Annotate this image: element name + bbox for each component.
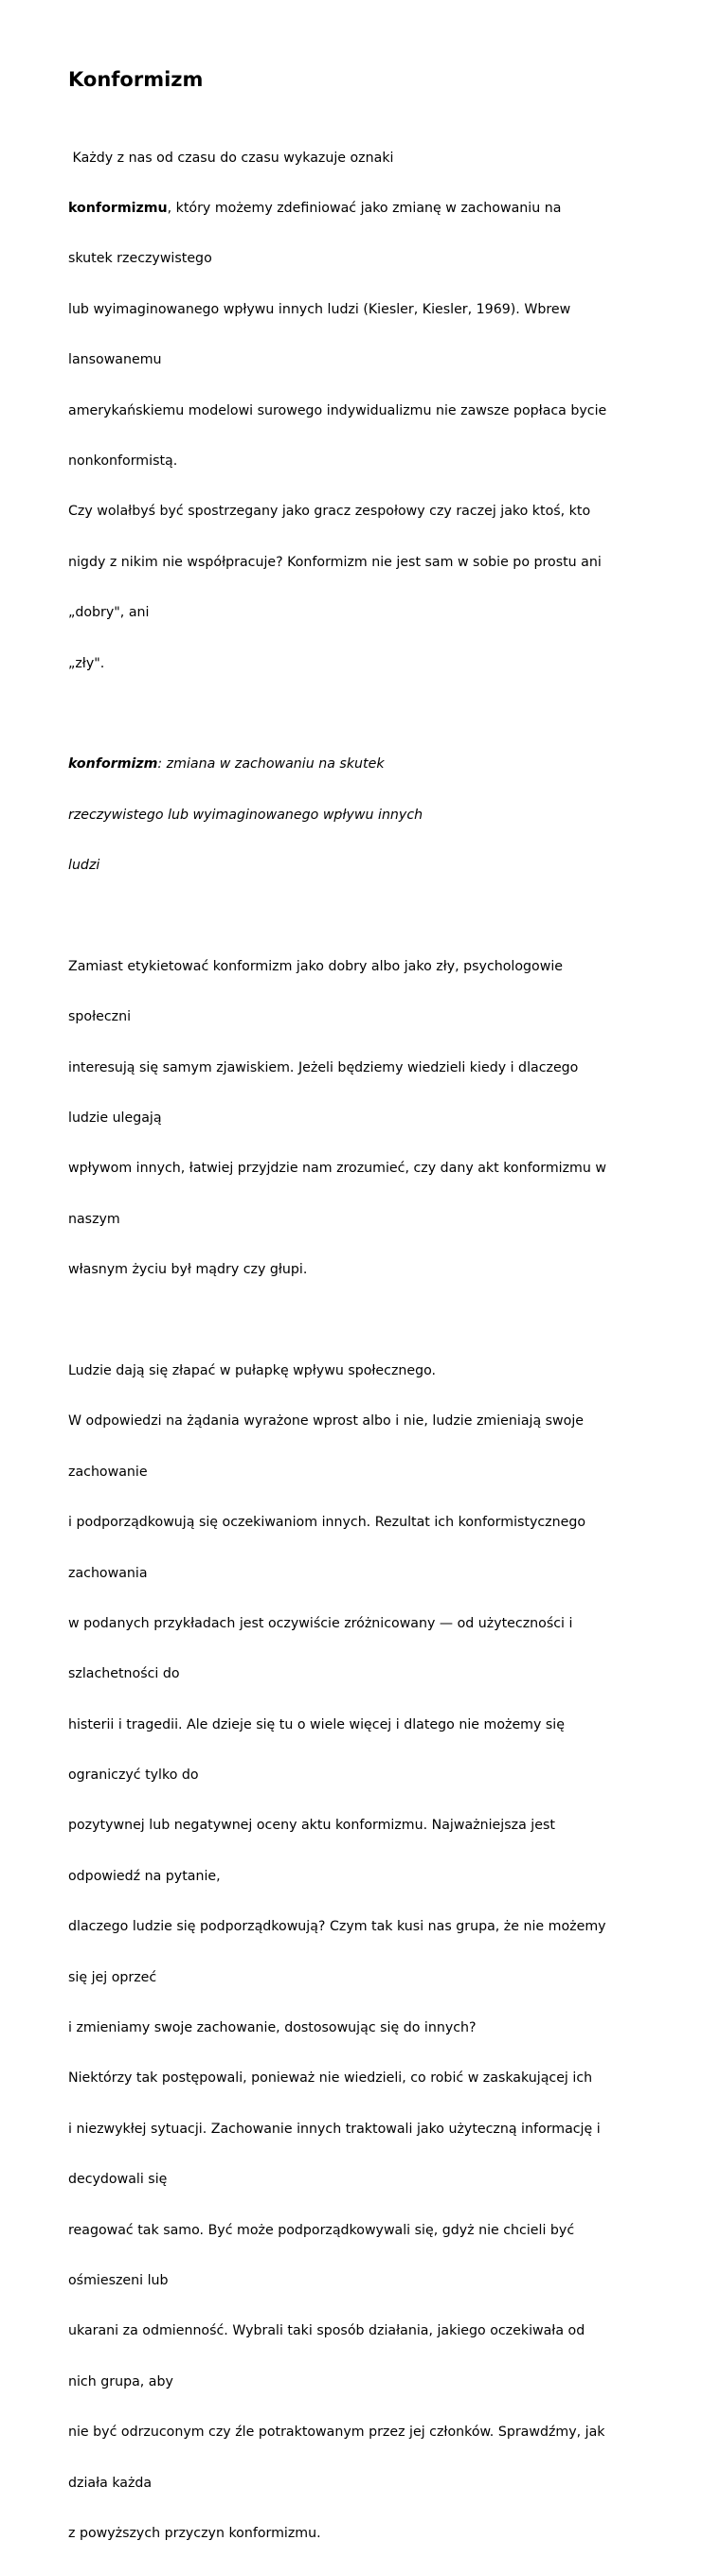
- text-line: i zmieniamy swoje zachowanie, dostosowując się do innych?: [68, 2020, 477, 2036]
- text-line: nie być odrzuconym czy źle potraktowanym przez jej członków. Sprawdźmy, jak: [68, 2425, 605, 2441]
- definition-term: konformizm: [68, 756, 158, 773]
- text-line: zachowania: [68, 1565, 148, 1581]
- paragraph-2: [68, 925, 656, 1312]
- text-line: Każdy z nas od czasu do czasu wykazuje oznaki: [68, 150, 394, 166]
- text-line: W odpowiedzi na żądania wyrażone wprost albo i nie, ludzie zmieniają swoje: [68, 1413, 585, 1430]
- text-line: ludzie ulegają: [68, 1110, 162, 1127]
- text-line: ukarani za odmienność. Wybrali taki sposób działania, jakiego oczekiwała od: [68, 2323, 585, 2339]
- text-line: interesują się samym zjawiskiem. Jeżeli będziemy wiedzieli kiedy i dlaczego: [68, 1059, 579, 1075]
- text-line: się jej oprzeć: [68, 1969, 157, 1985]
- bold-term: konformizmu: [68, 200, 168, 216]
- text-line: dlaczego ludzie się podporządkowują? Czym tak kusi nas grupa, że nie możemy: [68, 1919, 606, 1935]
- text-line: nonkonformistą.: [68, 453, 178, 469]
- document-page: [68, 66, 656, 2576]
- text-line: ograniczyć tylko do: [68, 1768, 199, 1784]
- text-line: nich grupa, aby: [68, 2373, 173, 2389]
- text-line: skutek rzeczywistego: [68, 251, 212, 267]
- text-line: własnym życiu był mądry czy głupi.: [68, 1262, 308, 1278]
- text-line: nigdy z nikim nie współpracuje? Konformizm nie jest sam w sobie po prostu ani: [68, 554, 602, 570]
- text-line: Czy wolałbyś być spostrzegany jako gracz zespołowy czy raczej jako ktoś, kto: [68, 504, 591, 520]
- text-line: pozytywnej lub negatywnej oceny aktu konformizmu. Najważniejsza jest: [68, 1818, 555, 1834]
- definition-text: : zmiana w zachowaniu na skutek: [157, 756, 385, 773]
- text-line: szlachetności do: [68, 1666, 180, 1682]
- text-line: „zły".: [68, 655, 105, 671]
- text-line: ośmieszeni lub: [68, 2273, 169, 2288]
- text-line: społeczni: [68, 1009, 132, 1025]
- text-line: Ludzie dają się złapać w pułapkę wpływu społecznego.: [68, 1362, 437, 1378]
- text-line: w podanych przykładach jest oczywiście zróżnicowany — od użyteczności i: [68, 1615, 573, 1631]
- text-line: „dobry", ani: [68, 605, 150, 621]
- definition-line: ludzi: [68, 858, 100, 874]
- definition-line: rzeczywistego lub wyimaginowanego wpływu innych: [68, 807, 423, 823]
- text-line: [68, 201, 656, 218]
- text-line: Zamiast etykietować konformizm jako dobry albo jako zły, psychologowie: [68, 958, 564, 974]
- text-line: amerykańskiemu modelowi surowego indywidualizmu nie zawsze popłaca bycie: [68, 402, 607, 418]
- text-line: histerii i tragedii. Ale dzieje się tu o wiele więcej i dlatego nie możemy się: [68, 1716, 565, 1732]
- intro-paragraph: [68, 116, 656, 706]
- text-run: , który możemy zdefiniować jako zmianę w zachowaniu na: [167, 200, 562, 216]
- paragraph-spacer: [68, 908, 656, 925]
- text-line: i niezwykłej sytuacji. Zachowanie innych traktowali jako użyteczną informację i: [68, 2121, 601, 2137]
- definition-box: [68, 723, 656, 909]
- text-line: naszym: [68, 1211, 120, 1227]
- text-line: zachowanie: [68, 1464, 148, 1480]
- text-line: wpływom innych, łatwiej przyjdzie nam zrozumieć, czy dany akt konformizmu w: [68, 1161, 606, 1177]
- text-line: działa każda: [68, 2475, 153, 2491]
- page-title: Konformizm: [68, 68, 204, 91]
- text-line: lub wyimaginowanego wpływu innych ludzi (Kiesler, Kiesler, 1969). Wbrew: [68, 301, 571, 317]
- text-line: Niektórzy tak postępowali, ponieważ nie wiedzieli, co robić w zaskakującej ich: [68, 2070, 593, 2087]
- text-line: decydowali się: [68, 2172, 168, 2188]
- text-line: lansowanemu: [68, 352, 162, 368]
- definition-line: [68, 756, 656, 773]
- text-line: i podporządkowują się oczekiwaniom innych. Rezultat ich konformistycznego: [68, 1515, 586, 1531]
- paragraph-3: [68, 1329, 656, 2576]
- text-line: reagować tak samo. Być może podporządkowywali się, gdyż nie chcieli być: [68, 2222, 575, 2238]
- text-line: odpowiedź na pytanie,: [68, 1868, 221, 1884]
- paragraph-spacer: [68, 706, 656, 723]
- paragraph-spacer: [68, 1313, 656, 1330]
- text-line: z powyższych przyczyn konformizmu.: [68, 2525, 321, 2541]
